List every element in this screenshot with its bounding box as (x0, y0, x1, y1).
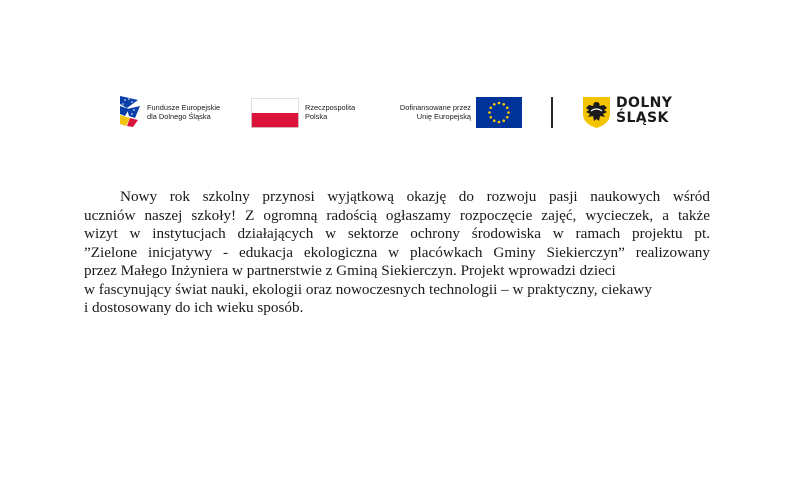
fundusze-europejskie-text (147, 103, 220, 121)
article-line-4: ”Zielone inicjatywy - edukacja ekologiczna w placówkach Gminy Siekierczyn” realizowany (84, 243, 710, 261)
dolny-slask-eagle-shield-icon (583, 97, 610, 128)
rzeczpospolita-line2: Polska (305, 112, 328, 121)
dolny-slask-text (616, 96, 672, 126)
rzeczpospolita-polska-logo (251, 92, 376, 132)
eu-cofunded-text (384, 103, 471, 121)
article-line-5: przez Małego Inżyniera w partnerstwie z Gminą Siekierczyn. Projekt wprowadzi dzieci (84, 262, 616, 279)
article-line-1: Nowy rok szkolny przynosi wyjątkową okazję do rozwoju pasji naukowych wśród (120, 188, 710, 205)
article-line-3: wizyt w instytucjach działających w sektorze ochrony środowiska w ramach projektu pt. (84, 225, 710, 242)
funding-logo-bar (118, 92, 684, 132)
eu-line1: Dofinansowane przez (399, 103, 471, 112)
article-line-7: i dostosowany do ich wieku sposób. (84, 299, 304, 316)
fundusze-line2: dla Dolnego Śląska (147, 112, 211, 121)
article-line-2: uczniów naszej szkoły! Z ogromną radością ogłaszamy rozpoczęcie zajęć, wycieczek, a także (84, 206, 710, 224)
article-paragraph (84, 188, 710, 318)
eu-line2: Unię Europejską (416, 112, 471, 121)
fundusze-europejskie-icon (118, 94, 142, 128)
rzeczpospolita-line1: Rzeczpospolita (305, 103, 356, 112)
dolny-slask-line1: DOLNY (616, 95, 673, 111)
polish-flag-icon (251, 98, 299, 128)
rzeczpospolita-polska-text (305, 103, 355, 121)
fundusze-europejskie-logo (118, 92, 238, 132)
dolny-slask-line2: ŚLĄSK (616, 110, 669, 126)
eu-cofunded-logo (384, 92, 526, 132)
logo-divider (551, 97, 553, 128)
article-line-6: w fascynujący świat nauki, ekologii oraz nowoczesnych technologii – w praktyczny, ciekawy (84, 280, 652, 298)
dolny-slask-logo (583, 92, 684, 132)
fundusze-line1: Fundusze Europejskie (147, 103, 221, 112)
article-body (84, 188, 710, 318)
eu-flag-icon (476, 97, 522, 128)
